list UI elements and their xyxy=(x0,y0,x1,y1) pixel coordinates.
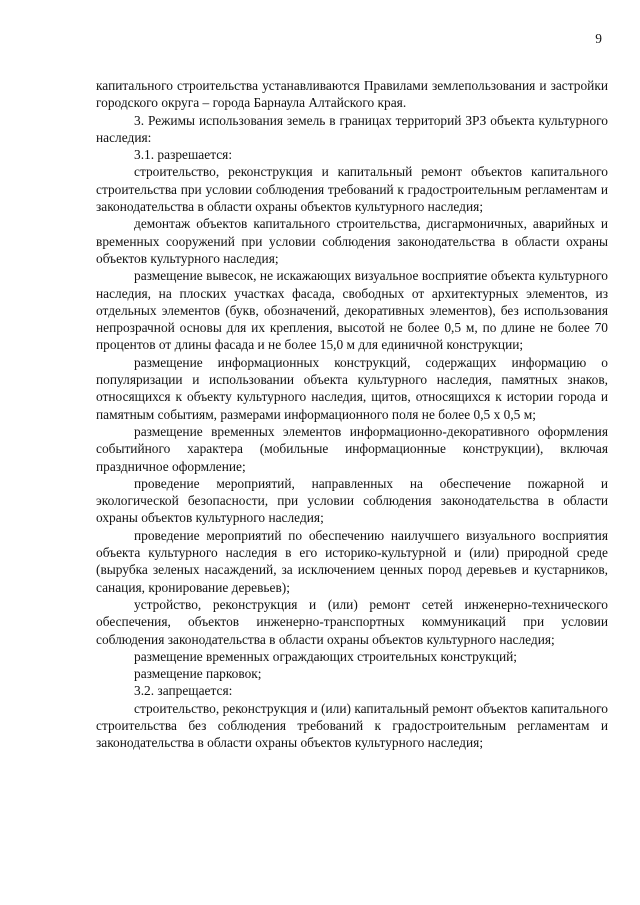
paragraph-3-2-heading: 3.2. запрещается: xyxy=(134,683,233,699)
paragraph-item: размещение вывесок, не искажающих визуальное восприятие объекта культурного наследия, на плоских участках фасада, свободных от архитектурных элементов, из отдельных элементов (букв, обозначений, декоративных элементов), без использования непрозрачной основы для их крепления, высотой не более 0,5 м, по длине не более 70 процентов от длины фасада и не более 15,0 м для единичной конструкции; xyxy=(96,268,608,353)
paragraph-item: устройство, реконструкция и (или) ремонт сетей инженерно-технического обеспечения, объектов инженерно-транспортных коммуникаций при условии соблюдения законодательства в области охраны объектов культурного наследия; xyxy=(96,596,608,647)
paragraph-item: строительство, реконструкция и (или) капитальный ремонт объектов капитального строительства без соблюдения требований к градостроительным регламентам и законодательства в области охраны объектов культурного наследия; xyxy=(96,700,608,751)
paragraph-continuation: капитального строительства устанавливаются Правилами землепользования и застройки городского округа – города Барнаула Алтайского края. xyxy=(96,78,608,111)
paragraph-item: размещение информационных конструкций, содержащих информацию о популяризации и использовании объекта культурного наследия, памятных знаков, относящихся к объекту культурного наследия, щитов, относящихся к истории города и памятным событиям, размерами информационного поля не более 0,5 х 0,5 м; xyxy=(96,354,608,422)
paragraph-section-3-heading: 3. Режимы использования земель в границах территорий ЗРЗ объекта культурного наследия: xyxy=(96,112,608,145)
page-number: 9 xyxy=(595,31,602,46)
paragraph-item: строительство, реконструкция и капитальный ремонт объектов капитального строительства при условии соблюдения требований к градостроительным регламентам и законодательства в области охраны объектов культурного наследия; xyxy=(96,164,608,215)
paragraph-item: проведение мероприятий, направленных на обеспечение пожарной и экологической безопасности, при условии соблюдения законодательства в области охраны объектов культурного наследия; xyxy=(96,475,608,526)
paragraph-item: размещение парковок; xyxy=(134,666,262,682)
paragraph-item: демонтаж объектов капитального строительства, дисгармоничных, аварийных и временных сооружений при условии соблюдения законодательства в области охраны объектов культурного наследия; xyxy=(96,216,608,266)
paragraph-item: размещение временных ограждающих строительных конструкций; xyxy=(134,648,518,664)
paragraph-3-1-heading: 3.1. разрешается: xyxy=(134,147,233,163)
document-body xyxy=(96,77,608,752)
paragraph-item: размещение временных элементов информационно-декоративного оформления событийного характера (мобильные информационные конструкции), включая праздничное оформление; xyxy=(96,423,608,474)
paragraph-item: проведение мероприятий по обеспечению наилучшего визуального восприятия объекта культурного наследия в его историко-культурной и (или) природной среде (вырубка зеленых насаждений, за исключением ценных пород деревьев и кустарников, санация, кронирование деревьев); xyxy=(96,527,608,595)
